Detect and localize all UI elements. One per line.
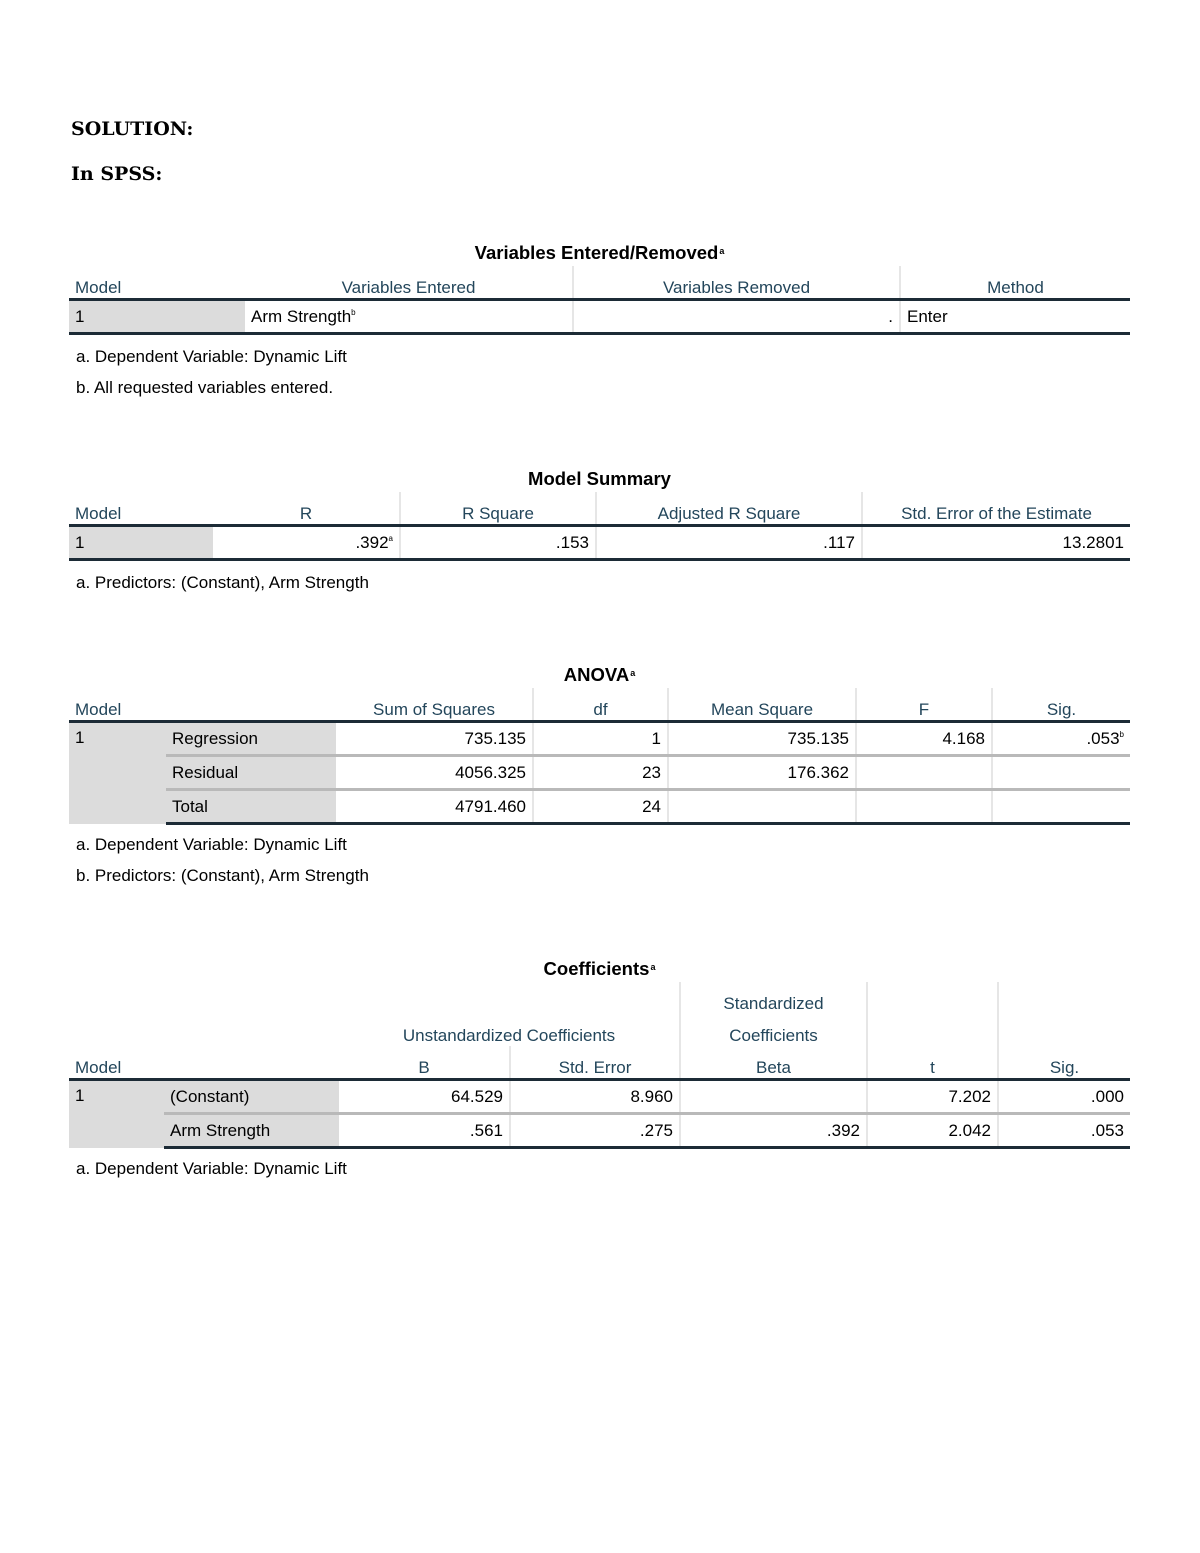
col-sig: Sig. [992, 688, 1130, 722]
sum-of-squares-cell: 735.135 [336, 722, 533, 756]
col-f: F [856, 688, 992, 722]
sig-cell: .000 [998, 1080, 1130, 1114]
row-label: (Constant) [164, 1080, 339, 1114]
col-t: t [867, 1046, 998, 1080]
std-error-cell: 8.960 [510, 1080, 680, 1114]
f-cell [856, 756, 992, 790]
df-cell: 24 [533, 790, 668, 824]
coefficients-table [69, 982, 1130, 1149]
col-r-square: R Square [400, 492, 596, 526]
variables-entered-removed-table [69, 266, 1130, 335]
table-row [69, 756, 1130, 790]
model-summary-title: Model Summary [528, 468, 671, 489]
anova-section [69, 662, 1130, 891]
anova-table [69, 688, 1130, 825]
df-cell: 1 [533, 722, 668, 756]
sig-cell [992, 756, 1130, 790]
col-beta: Beta [680, 1046, 867, 1080]
footnote: a. Predictors: (Constant), Arm Strength [76, 573, 369, 592]
col-model: Model [69, 688, 336, 722]
col-variables-entered: Variables Entered [245, 266, 573, 300]
col-variables-removed: Variables Removed [573, 266, 900, 300]
method-cell: Enter [900, 300, 1130, 334]
footnote: a. Dependent Variable: Dynamic Lift [76, 835, 347, 854]
df-cell: 23 [533, 756, 668, 790]
b-cell: 64.529 [339, 1080, 510, 1114]
footnote: a. Dependent Variable: Dynamic Lift [76, 347, 347, 366]
std-error-cell: 13.2801 [862, 526, 1130, 560]
t-cell: 7.202 [867, 1080, 998, 1114]
sig-cell: .053 [998, 1114, 1130, 1148]
table-row [69, 300, 1130, 334]
t-cell: 2.042 [867, 1114, 998, 1148]
r-square-cell: .153 [400, 526, 596, 560]
anova-title: ANOVA$^a$ [563, 664, 636, 685]
table-row [69, 1114, 1130, 1148]
f-cell [856, 790, 992, 824]
model-number: 1 [69, 300, 245, 334]
std-coefficients-line2: Coefficients [680, 1014, 867, 1046]
table-row [69, 722, 1130, 756]
coefficients-title: Coefficients$^a$ [543, 958, 656, 979]
coefficients-section [69, 956, 1130, 1184]
col-adjusted-r-square: Adjusted R Square [596, 492, 862, 526]
variables-entered-removed-title: Variables Entered/Removed$^a$ [474, 242, 725, 263]
table-row [69, 1080, 1130, 1114]
unstandardized-coefficients-header: Unstandardized Coefficients [402, 1026, 616, 1045]
sig-cell: .053$^b$ [992, 722, 1130, 756]
col-sig: Sig. [998, 1046, 1130, 1080]
col-sum-of-squares: Sum of Squares [336, 688, 533, 722]
mean-square-cell: 176.362 [668, 756, 856, 790]
beta-cell: .392 [680, 1114, 867, 1148]
footnote: a. Dependent Variable: Dynamic Lift [76, 1159, 347, 1178]
col-r: R [213, 492, 400, 526]
solution-heading: SOLUTION: [71, 118, 194, 140]
footnote: b. All requested variables entered. [76, 378, 334, 397]
col-df: df [533, 688, 668, 722]
col-b: B [339, 1046, 510, 1080]
std-error-cell: .275 [510, 1114, 680, 1148]
variables-entered-cell: Arm Strength$^b$ [245, 300, 573, 334]
col-std-error: Std. Error [510, 1046, 680, 1080]
variables-entered-removed-section [69, 240, 1130, 403]
model-number: 1 [69, 722, 166, 824]
b-cell: .561 [339, 1114, 510, 1148]
footnote: b. Predictors: (Constant), Arm Strength [76, 866, 369, 885]
col-model: Model [69, 266, 245, 300]
mean-square-cell [668, 790, 856, 824]
std-coefficients-line1: Standardized [680, 982, 867, 1014]
mean-square-cell: 735.135 [668, 722, 856, 756]
table-row [69, 526, 1130, 560]
spss-heading: In SPSS: [71, 163, 163, 185]
model-summary-section [69, 466, 1130, 598]
row-label: Residual [166, 756, 336, 790]
f-cell: 4.168 [856, 722, 992, 756]
model-number: 1 [69, 526, 213, 560]
table-row [69, 790, 1130, 824]
r-cell: .392$^a$ [213, 526, 400, 560]
col-std-error: Std. Error of the Estimate [862, 492, 1130, 526]
adjusted-r-square-cell: .117 [596, 526, 862, 560]
sig-cell [992, 790, 1130, 824]
sum-of-squares-cell: 4791.460 [336, 790, 533, 824]
row-label: Arm Strength [164, 1114, 339, 1148]
row-label: Regression [166, 722, 336, 756]
col-mean-square: Mean Square [668, 688, 856, 722]
variables-removed-cell: . [573, 300, 900, 334]
sum-of-squares-cell: 4056.325 [336, 756, 533, 790]
col-method: Method [900, 266, 1130, 300]
model-number: 1 [69, 1080, 164, 1148]
beta-cell [680, 1080, 867, 1114]
row-label: Total [166, 790, 336, 824]
model-summary-table [69, 492, 1130, 561]
col-model: Model [69, 1046, 339, 1080]
col-model: Model [69, 492, 213, 526]
